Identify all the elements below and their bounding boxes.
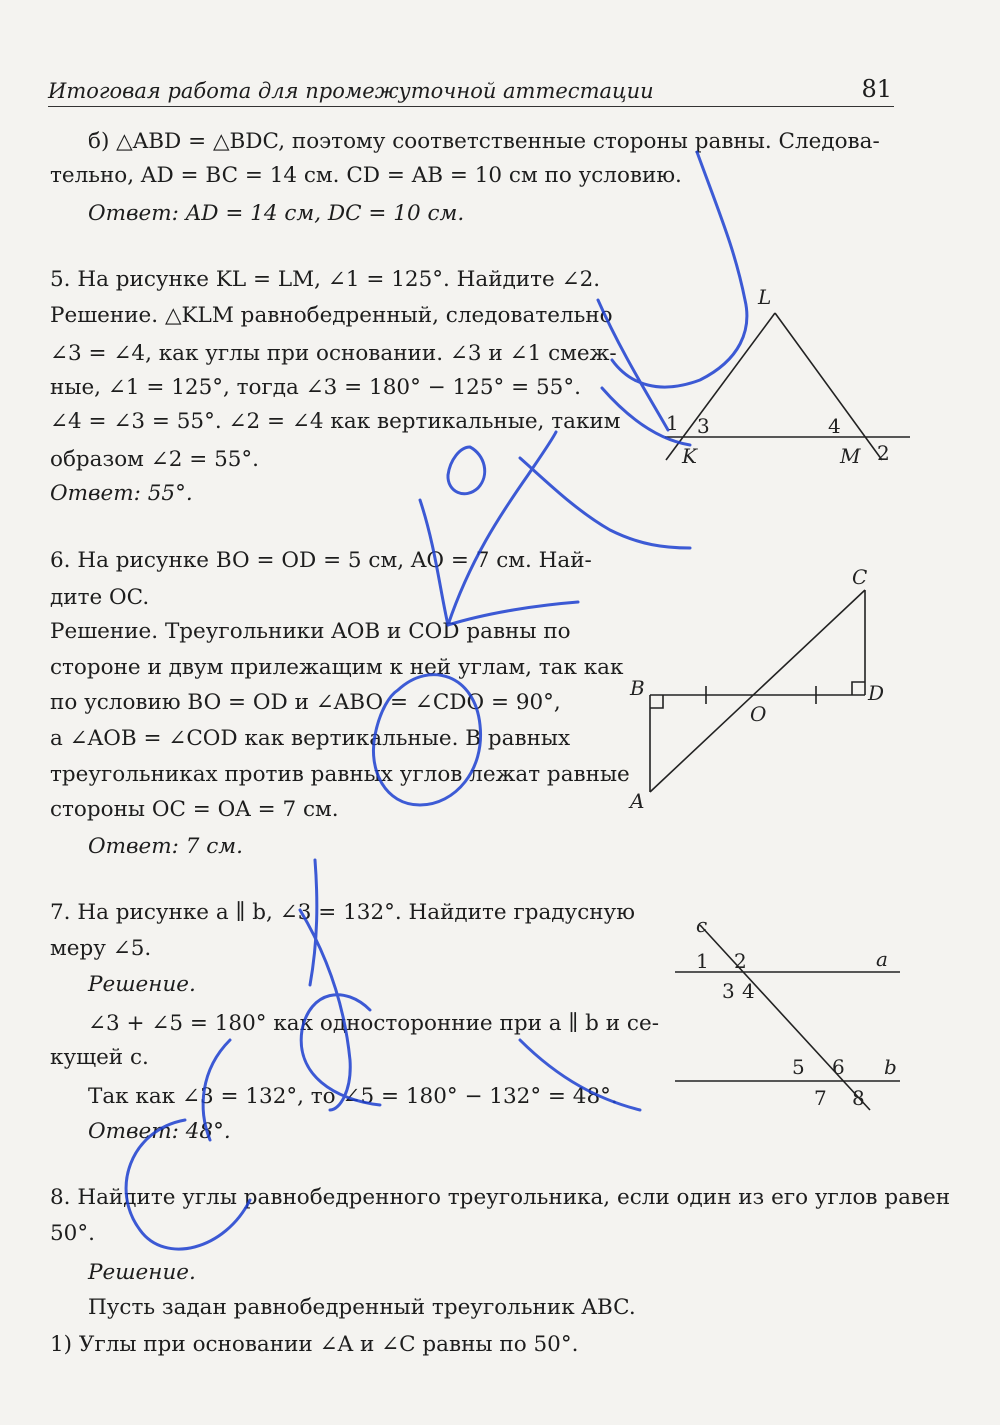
label-angle-6: 6 [832,1055,845,1079]
text-line: меру ∠5. [50,936,152,961]
label-A: A [630,789,645,813]
text-line: ∠3 = ∠4, как углы при основании. ∠3 и ∠1 смеж- [50,341,617,366]
label-B: B [630,676,645,700]
label-L: L [758,285,772,309]
answer-line: Ответ: 7 см. [88,834,243,859]
label-b: b [884,1055,897,1079]
answer-line: Ответ: 48°. [88,1119,231,1144]
label-c: c [696,913,708,937]
label-4: 4 [828,414,841,438]
problem-5-statement: 5. На рисунке KL = LM, ∠1 = 125°. Найдите ∠2. [50,267,601,292]
text-line: по условию BO = OD и ∠ABO = ∠CDO = 90°, [50,690,561,715]
solution-heading: Решение. [88,1260,196,1285]
label-angle-5: 5 [792,1055,805,1079]
text-line: Решение. △KLM равнобедренный, следовательно [50,303,613,328]
figure-triangles-aob-cod [620,560,900,820]
text-line: ∠3 + ∠5 = 180° как односторонние при a ∥ b и се- [88,1011,659,1036]
figure-triangle-klm [650,280,920,470]
label-angle-4: 4 [742,979,755,1003]
problem-7-statement: 7. На рисунке a ∥ b, ∠3 = 132°. Найдите градусную [50,900,635,925]
header-title: Итоговая работа для промежуточной аттестации [48,79,654,103]
label-2: 2 [877,441,890,465]
text-line: тельно, AD = BC = 14 см. CD = AB = 10 см по условию. [50,163,682,188]
label-angle-1: 1 [696,949,709,973]
text-line: дите OC. [50,585,150,610]
label-M: M [840,444,861,468]
label-O: O [750,702,767,726]
figure-parallel-lines [660,910,905,1115]
label-angle-8: 8 [852,1086,865,1110]
text-line: образом ∠2 = 55°. [50,447,260,472]
text-line: Пусть задан равнобедренный треугольник ABC. [88,1295,636,1320]
text-line: ∠4 = ∠3 = 55°. ∠2 = ∠4 как вертикальные, таким [50,409,621,434]
text-line: 50°. [50,1221,95,1246]
page-number: 81 [861,75,892,103]
label-D: D [868,681,885,705]
problem-6-statement: 6. На рисунке BO = OD = 5 см, AO = 7 см. Най- [50,548,592,573]
label-3: 3 [697,414,710,438]
label-angle-3: 3 [722,979,735,1003]
page-header [48,74,894,107]
text-line: Решение. Треугольники AOB и COD равны по [50,619,571,644]
label-1: 1 [666,411,679,435]
text-line: кущей c. [50,1045,149,1070]
answer-line: Ответ: 55°. [50,481,193,506]
label-angle-2: 2 [734,949,747,973]
label-K: K [682,444,697,468]
label-C: C [852,565,868,589]
text-line: треугольниках против равных углов лежат равные [50,762,630,787]
answer-line: Ответ: AD = 14 см, DC = 10 см. [88,201,465,226]
text-line: 1) Углы при основании ∠A и ∠C равны по 50°. [50,1332,579,1357]
text-line: стороне и двум прилежащим к ней углам, так как [50,655,624,680]
text-line: стороны OC = OA = 7 см. [50,797,339,822]
label-angle-7: 7 [814,1086,827,1110]
label-a: a [876,947,888,971]
text-line: ные, ∠1 = 125°, тогда ∠3 = 180° − 125° = 55°. [50,375,581,400]
text-line: б) △ABD = △BDC, поэтому соответственные стороны равны. Следова- [88,129,880,154]
text-line: а ∠AOB = ∠COD как вертикальные. В равных [50,726,571,751]
text-line: Так как ∠3 = 132°, то ∠5 = 180° − 132° = 48°. [88,1084,618,1109]
solution-heading: Решение. [88,972,196,997]
problem-8-statement: 8. Найдите углы равнобедренного треугольника, если один из его углов равен [50,1185,951,1210]
